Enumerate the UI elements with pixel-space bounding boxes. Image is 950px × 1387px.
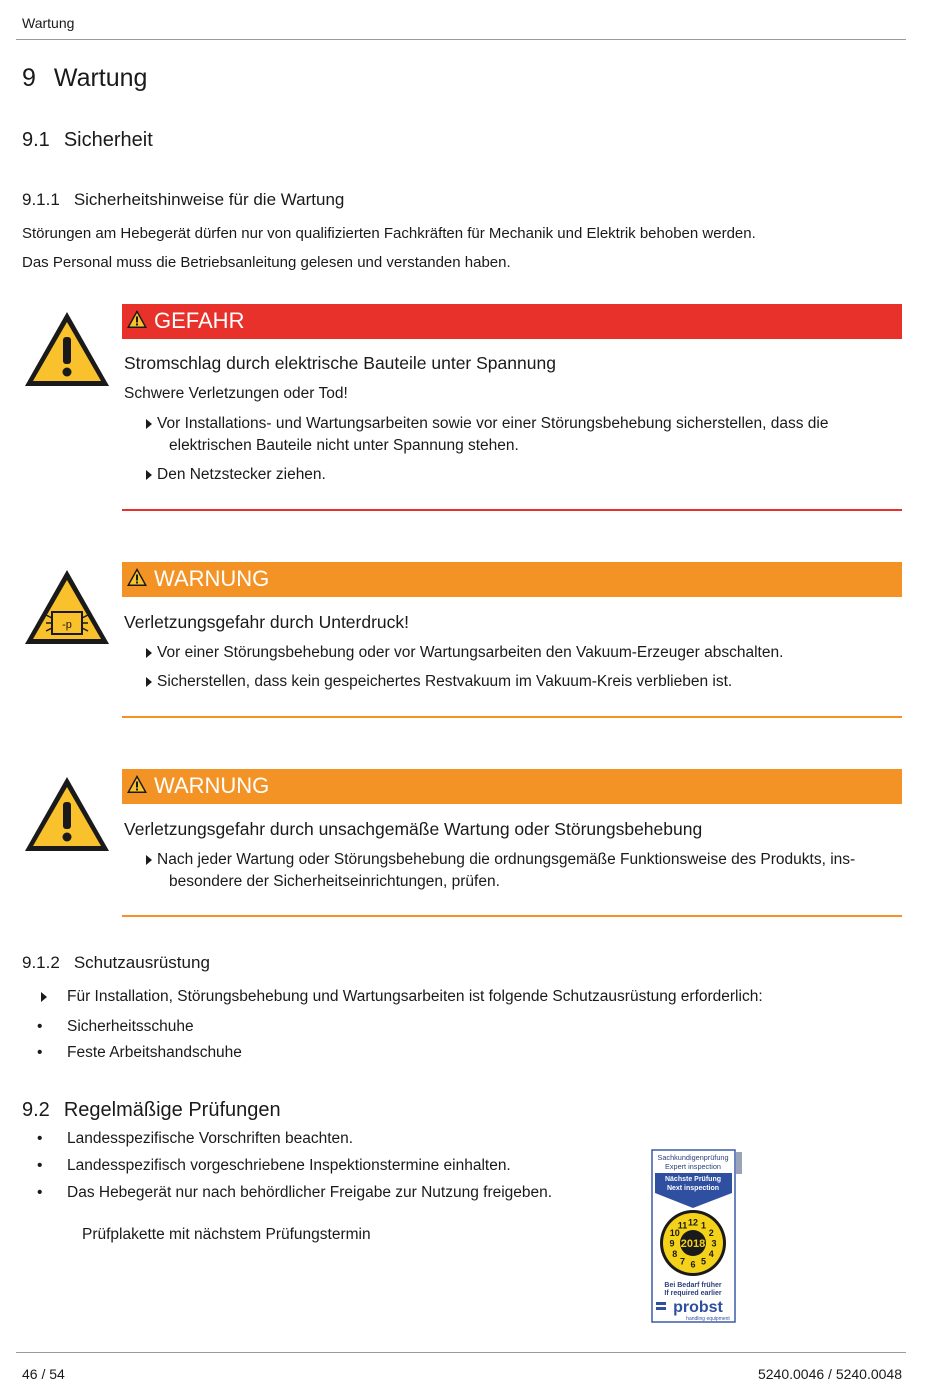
plaque-line1: Sachkundigenprüfung — [657, 1153, 729, 1162]
section-heading-9-2 — [22, 1099, 281, 1122]
month-label: 11 — [677, 1220, 688, 1231]
month-label: 12 — [687, 1217, 699, 1228]
general-warning-sign-icon — [22, 774, 112, 854]
plaque-line2: Expert inspection — [665, 1162, 721, 1171]
list-item-text: Landesspezifisch vorgeschriebene Inspektionstermine einhalten. — [67, 1157, 511, 1174]
bullet-icon: • — [37, 1018, 43, 1035]
section-number: 9.2 — [22, 1099, 50, 1121]
plaque-year: 2018 — [680, 1238, 706, 1250]
section-heading-9-1-1 — [22, 190, 344, 210]
plaque-line3: Nächste Prüfung — [664, 1176, 722, 1183]
plaque-brand-sub: handling equipment — [686, 1316, 730, 1322]
danger-banner — [122, 304, 902, 339]
month-label: 7 — [679, 1256, 686, 1267]
chapter-heading — [22, 64, 147, 93]
step-text: Vor einer Störungsbehebung oder vor Wartungsarbeiten den Vakuum-Erzeuger abschalten. — [157, 644, 784, 661]
step-text: Vor Installations- und Wartungsarbeiten sowie vor einer Störungsbehebung sicherstellen, dass die — [157, 415, 829, 432]
section-heading-9-1-2 — [22, 953, 210, 973]
banner-warning-icon — [126, 774, 148, 794]
chapter-title: Wartung — [53, 64, 148, 92]
step-arrow-icon — [146, 419, 152, 429]
notice-level: WARNUNG — [154, 773, 270, 798]
step-text-continued: elektrischen Bauteile nicht unter Spannung stehen. — [169, 437, 519, 454]
section-title: Sicherheitshinweise für die Wartung — [73, 190, 345, 209]
plaque-brand: probst — [673, 1299, 723, 1316]
step-arrow-icon — [146, 470, 152, 480]
notice-subtitle: Verletzungsgefahr durch Unterdruck! — [124, 612, 410, 632]
action-step — [40, 986, 890, 1008]
notice-end-rule — [122, 716, 902, 718]
plaque-line4: Next inspection — [666, 1185, 720, 1192]
month-label: 9 — [669, 1238, 675, 1249]
notice-level: WARNUNG — [154, 566, 270, 591]
bullet-icon: • — [37, 1184, 43, 1201]
step-arrow-icon — [146, 648, 152, 658]
list-item-text: Landesspezifische Vorschriften beachten. — [67, 1130, 354, 1147]
month-label: 8 — [672, 1249, 678, 1259]
bullet-icon: • — [37, 1130, 43, 1147]
month-label: 1 — [700, 1220, 707, 1231]
section-title: Schutzausrüstung — [73, 953, 210, 972]
step-text: Für Installation, Störungsbehebung und Wartungsarbeiten ist folgende Schutzausrüstung erforderlich: — [67, 988, 763, 1005]
action-step — [145, 464, 885, 486]
section-number: 9.1.2 — [22, 953, 60, 972]
notice-consequence: Schwere Verletzungen oder Tod! — [124, 385, 348, 402]
paragraph: Das Personal muss die Betriebsanleitung gelesen und verstanden haben. — [22, 254, 511, 271]
month-label: 4 — [708, 1249, 714, 1259]
step-arrow-icon — [146, 855, 152, 865]
bullet-icon: • — [37, 1044, 43, 1061]
notice-subtitle: Stromschlag durch elektrische Bauteile unter Spannung — [124, 353, 556, 373]
list-item-text: Feste Arbeitshandschuhe — [67, 1044, 242, 1061]
month-label: 2 — [708, 1228, 714, 1238]
section-title: Sicherheit — [63, 129, 153, 151]
inspection-plaque-image — [650, 1148, 745, 1325]
action-step — [145, 413, 885, 457]
document-number: 5240.0046 / 5240.0048 — [757, 1366, 902, 1382]
header-rule — [16, 39, 906, 40]
step-text: Nach jeder Wartung oder Störungsbehebung die ordnungsgemäße Funktionsweise des Produkts, ins- — [157, 851, 856, 868]
step-text-continued: besondere der Sicherheitseinrichtungen, prüfen. — [169, 873, 500, 890]
step-text: Den Netzstecker ziehen. — [157, 466, 326, 483]
step-text: Sicherstellen, dass kein gespeichertes Restvakuum im Vakuum-Kreis verblieben ist. — [157, 673, 733, 690]
step-arrow-icon — [146, 677, 152, 687]
list-item-text: Das Hebegerät nur nach behördlicher Freigabe zur Nutzung freigeben. — [67, 1184, 553, 1201]
month-label: 5 — [700, 1256, 707, 1267]
month-label: 3 — [711, 1238, 717, 1249]
banner-warning-icon — [126, 567, 148, 587]
warning-banner — [122, 562, 902, 597]
month-label: 10 — [669, 1228, 680, 1238]
plaque-line5: Bei Bedarf früher — [664, 1282, 722, 1289]
bullet-icon: • — [37, 1157, 43, 1174]
general-warning-sign-icon — [22, 309, 112, 389]
footer-rule — [16, 1352, 906, 1353]
page-number: 46 / 54 — [22, 1366, 65, 1382]
paragraph: Störungen am Hebegerät dürfen nur von qualifizierten Fachkräften für Mechanik und Elektrik behoben werden. — [22, 225, 756, 242]
notice-end-rule — [122, 509, 902, 511]
running-header: Wartung — [22, 15, 75, 31]
section-number: 9.1.1 — [22, 190, 60, 209]
banner-warning-icon — [126, 309, 148, 329]
section-title: Regelmäßige Prüfungen — [63, 1099, 281, 1121]
action-step — [145, 642, 885, 664]
action-step — [145, 849, 885, 893]
vacuum-warning-sign-icon — [22, 567, 112, 647]
section-heading-9-1 — [22, 129, 153, 152]
notice-level: GEFAHR — [154, 308, 245, 333]
figure-caption: Prüfplakette mit nächstem Prüfungstermin — [82, 1226, 371, 1243]
chapter-number: 9 — [22, 64, 36, 92]
step-arrow-icon — [41, 992, 47, 1002]
plaque-line6: If required earlier — [664, 1290, 722, 1297]
list-item-text: Sicherheitsschuhe — [67, 1018, 194, 1035]
month-label: 6 — [690, 1259, 696, 1270]
section-number: 9.1 — [22, 129, 50, 151]
warning-banner — [122, 769, 902, 804]
notice-subtitle: Verletzungsgefahr durch unsachgemäße Wartung oder Störungsbehebung — [124, 819, 703, 839]
action-step — [145, 671, 885, 693]
notice-end-rule — [122, 915, 902, 917]
vacuum-symbol-text: -p — [62, 619, 72, 631]
